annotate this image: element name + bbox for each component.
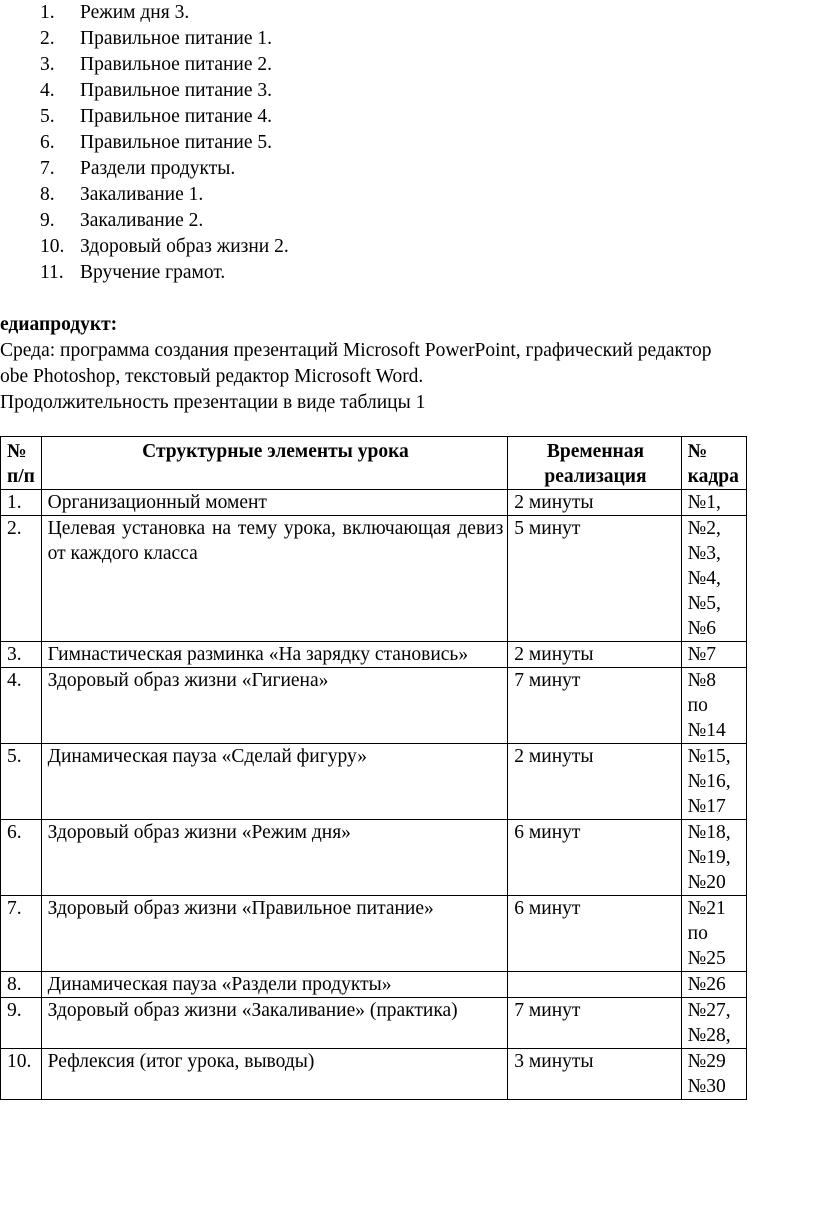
cell-num: 7.	[1, 896, 42, 972]
frame-number: №15,	[687, 746, 731, 767]
list-item-number: 1.	[40, 2, 55, 23]
lesson-structure-table	[0, 436, 747, 1100]
cell-element: Здоровый образ жизни «Режим дня»	[41, 820, 508, 896]
list-item-number: 7.	[40, 158, 55, 179]
cell-element: Здоровый образ жизни «Правильное питание»	[41, 896, 508, 972]
cell-time: 6 минут	[508, 820, 681, 896]
list-item-text: Правильное питание 2.	[80, 54, 273, 75]
cell-frames	[681, 972, 746, 998]
cell-num: 8.	[1, 972, 42, 998]
frame-number: №29	[687, 1051, 726, 1072]
list-item-text: Закаливание 1.	[80, 184, 204, 205]
environment-line-1: Среда: программа создания презентаций Microsoft PowerPoint, графический редактор	[0, 340, 712, 361]
frame-number: №21	[687, 898, 726, 919]
frame-number: №18,	[687, 822, 731, 843]
cell-time: 3 минуты	[508, 1049, 681, 1100]
list-item-number: 3.	[40, 54, 55, 75]
cell-frames	[681, 668, 746, 744]
cell-num: 4.	[1, 668, 42, 744]
cell-num: 9.	[1, 998, 42, 1049]
cell-frames	[681, 1049, 746, 1100]
table-row	[1, 1049, 747, 1100]
frame-number: №25	[687, 948, 726, 969]
cell-time	[508, 972, 681, 998]
frame-number: №16,	[687, 771, 731, 792]
frame-number: №3,	[687, 543, 721, 564]
cell-element: Гимнастическая разминка «На зарядку становись»	[41, 642, 508, 668]
cell-element: Динамическая пауза «Раздели продукты»	[41, 972, 508, 998]
cell-element: Здоровый образ жизни «Гигиена»	[41, 668, 508, 744]
frame-number: №14	[687, 720, 726, 741]
list-item-number: 10.	[40, 236, 65, 257]
header-time: Временная реализация	[508, 437, 681, 490]
frame-number: №27,	[687, 1000, 731, 1021]
list-item-text: Правильное питание 3.	[80, 80, 273, 101]
table-row	[1, 972, 747, 998]
frame-number: по	[687, 695, 708, 716]
cell-frames	[681, 642, 746, 668]
list-item-text: Правильное питание 1.	[80, 28, 273, 49]
cell-num: 6.	[1, 820, 42, 896]
cell-time: 7 минут	[508, 668, 681, 744]
cell-element: Здоровый образ жизни «Закаливание» (практика)	[41, 998, 508, 1049]
list-item-text: Раздели продукты.	[80, 158, 236, 179]
frame-number: по	[687, 923, 708, 944]
table-row	[1, 744, 747, 820]
frame-number: №1,	[687, 492, 721, 513]
cell-frames	[681, 490, 746, 516]
cell-time: 2 минуты	[508, 490, 681, 516]
cell-num: 1.	[1, 490, 42, 516]
list-item-number: 8.	[40, 184, 55, 205]
frame-number: №7	[687, 644, 717, 665]
list-item-text: Режим дня 3.	[80, 2, 190, 23]
cell-time: 2 минуты	[508, 744, 681, 820]
frame-number: №30	[687, 1076, 726, 1097]
cell-time: 5 минут	[508, 516, 681, 642]
cell-time: 2 минуты	[508, 642, 681, 668]
list-item-number: 5.	[40, 106, 55, 127]
frame-number: №28,	[687, 1025, 731, 1046]
table-row	[1, 516, 747, 642]
list-item-text: Здоровый образ жизни 2.	[80, 236, 289, 257]
cell-element: Динамическая пауза «Сделай фигуру»	[41, 744, 508, 820]
list-item-number: 4.	[40, 80, 55, 101]
cell-num: 5.	[1, 744, 42, 820]
frame-number: №4,	[687, 568, 721, 589]
table-row	[1, 668, 747, 744]
environment-line-2: obe Photoshop, текстовый редактор Microsoft Word.	[0, 366, 424, 387]
header-element: Структурные элементы урока	[41, 437, 508, 490]
table-row	[1, 490, 747, 516]
frame-number: №19,	[687, 847, 731, 868]
cell-element: Целевая установка на тему урока, включающая девиз от каждого класса	[41, 516, 508, 642]
frame-number: №20	[687, 872, 726, 893]
cell-num: 10.	[1, 1049, 42, 1100]
media-product-heading: едиапродукт:	[0, 314, 118, 335]
frame-number: №17	[687, 796, 726, 817]
header-num: № п/п	[1, 437, 42, 490]
cell-time: 6 минут	[508, 896, 681, 972]
frame-number: №5,	[687, 593, 721, 614]
list-item-number: 11.	[40, 262, 64, 283]
list-item-number: 6.	[40, 132, 55, 153]
header-frame: № кадра	[681, 437, 746, 490]
list-item-number: 2.	[40, 28, 55, 49]
cell-element: Организационный момент	[41, 490, 508, 516]
list-item-text: Закаливание 2.	[80, 210, 204, 231]
table-header-row	[1, 437, 747, 490]
cell-frames	[681, 896, 746, 972]
table-row	[1, 642, 747, 668]
frame-number: №8	[687, 670, 717, 691]
cell-element: Рефлексия (итог урока, выводы)	[41, 1049, 508, 1100]
cell-frames	[681, 516, 746, 642]
cell-frames	[681, 820, 746, 896]
frame-number: №2,	[687, 518, 721, 539]
list-item-text: Правильное питание 4.	[80, 106, 273, 127]
duration-line: Продолжительность презентации в виде таблицы 1	[0, 392, 426, 413]
cell-time: 7 минут	[508, 998, 681, 1049]
cell-frames	[681, 998, 746, 1049]
table-row	[1, 896, 747, 972]
frame-number: №6	[687, 618, 717, 639]
table-row	[1, 998, 747, 1049]
cell-frames	[681, 744, 746, 820]
cell-num: 2.	[1, 516, 42, 642]
table-row	[1, 820, 747, 896]
list-item-text: Правильное питание 5.	[80, 132, 273, 153]
list-item-number: 9.	[40, 210, 55, 231]
frame-number: №26	[687, 974, 726, 995]
list-item-text: Вручение грамот.	[80, 262, 226, 283]
cell-num: 3.	[1, 642, 42, 668]
